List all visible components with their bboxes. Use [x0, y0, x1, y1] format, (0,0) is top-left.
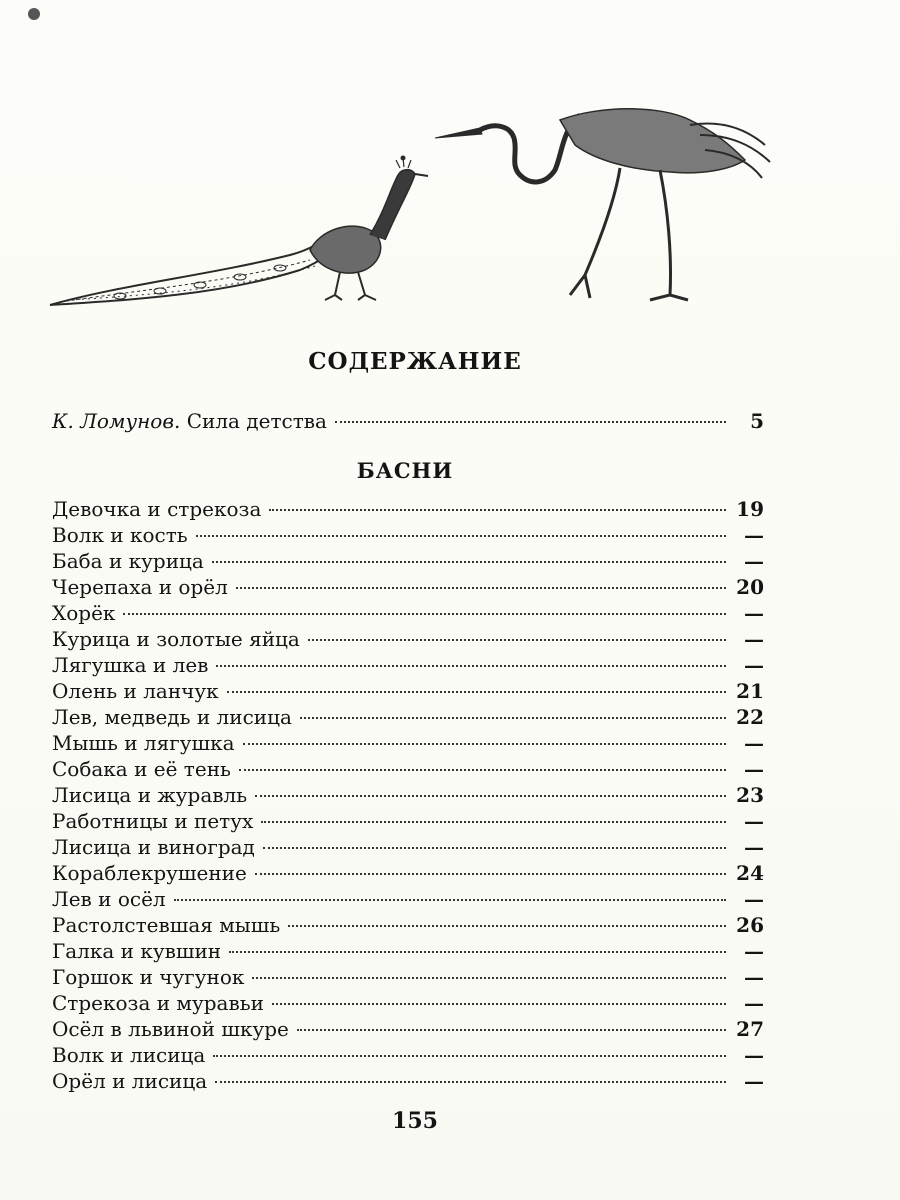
intro-entry — [52, 408, 764, 434]
dot-leader — [123, 613, 726, 615]
toc-entry-title: Черепаха и орёл — [52, 575, 228, 599]
contents-title: СОДЕРЖАНИЕ — [308, 348, 522, 375]
toc-entry-page: — — [744, 809, 764, 833]
toc-entry-page: — — [744, 939, 764, 963]
toc-entry-title: Осёл в львиной шкуре — [52, 1017, 289, 1041]
toc-entry — [52, 496, 764, 522]
intro-title: Сила детства — [186, 409, 327, 433]
dot-leader — [308, 639, 726, 641]
dot-leader — [236, 587, 726, 589]
dot-leader — [255, 873, 726, 875]
toc-entry-page: 21 — [736, 679, 764, 703]
toc-entry-page: 24 — [736, 861, 764, 885]
intro-label — [52, 408, 327, 434]
toc-entry-page: — — [744, 601, 764, 625]
dot-leader — [243, 743, 726, 745]
toc-entry — [52, 1016, 764, 1042]
toc-entry-page: — — [744, 757, 764, 781]
toc-entry-page: 22 — [736, 705, 764, 729]
dot-leader — [300, 717, 726, 719]
toc-entry-title: Девочка и стрекоза — [52, 497, 262, 521]
toc-entry-page: — — [744, 549, 764, 573]
toc-entry — [52, 964, 764, 990]
dot-leader — [174, 899, 726, 901]
toc-entry-title: Олень и ланчук — [52, 679, 219, 703]
toc-entry-page: — — [744, 523, 764, 547]
toc-entry-page: — — [744, 887, 764, 911]
toc-entry-page: — — [744, 1043, 764, 1067]
section-title: БАСНИ — [356, 458, 454, 483]
toc-entry-title: Галка и кувшин — [52, 939, 222, 963]
toc-entry-title: Кораблекрушение — [52, 861, 247, 885]
dot-leader — [229, 951, 726, 953]
toc-entry — [52, 990, 764, 1016]
toc-entry-title: Собака и её тень — [52, 757, 231, 781]
toc-entry-title: Мышь и лягушка — [52, 731, 235, 755]
toc-entry — [52, 678, 764, 704]
dot-leader — [213, 1055, 726, 1057]
toc-entry-page: 26 — [736, 913, 764, 937]
toc-entry-page: — — [744, 835, 764, 859]
toc-entry — [52, 626, 764, 652]
dot-leader — [212, 561, 726, 563]
toc-entry — [52, 782, 764, 808]
dot-leader — [227, 691, 726, 693]
peacock-crane-illustration — [40, 90, 780, 320]
toc-entry-title: Волк и лисица — [52, 1043, 206, 1067]
toc-entry-title: Лисица и виноград — [52, 835, 255, 859]
toc-entry-page: 27 — [736, 1017, 764, 1041]
dot-leader — [239, 769, 726, 771]
toc-entry — [52, 886, 764, 912]
toc-entry-title: Горшок и чугунок — [52, 965, 245, 989]
toc-entry — [52, 652, 764, 678]
crane-figure — [435, 109, 770, 300]
dot-leader — [263, 847, 726, 849]
toc-entry-title: Баба и курица — [52, 549, 204, 573]
toc-entry — [52, 522, 764, 548]
toc-entry — [52, 704, 764, 730]
toc-entry-page: — — [744, 965, 764, 989]
toc-entry-title: Стрекоза и муравьи — [52, 991, 264, 1015]
dot-leader — [297, 1029, 726, 1031]
toc-entry-page: — — [744, 731, 764, 755]
dot-leader — [196, 535, 726, 537]
toc-entry-title: Хорёк — [52, 601, 116, 625]
toc-entry — [52, 600, 764, 626]
toc-entry-title: Растолстевшая мышь — [52, 913, 281, 937]
dot-leader — [269, 509, 726, 511]
intro-page: 5 — [750, 409, 764, 433]
toc-entry — [52, 730, 764, 756]
dot-leader — [272, 1003, 726, 1005]
dot-leader — [288, 925, 726, 927]
toc-entry — [52, 548, 764, 574]
toc-entry — [52, 1042, 764, 1068]
peacock-figure — [50, 156, 428, 305]
toc-entry — [52, 834, 764, 860]
dot-leader — [252, 977, 726, 979]
toc-entry-title: Лягушка и лев — [52, 653, 209, 677]
intro-author: К. Ломунов. — [52, 409, 181, 433]
toc-entry — [52, 860, 764, 886]
dot-leader — [261, 821, 726, 823]
toc-entry — [52, 1068, 764, 1094]
toc-entry-page: 19 — [736, 497, 764, 521]
toc-entry-title: Волк и кость — [52, 523, 188, 547]
toc-entry — [52, 574, 764, 600]
toc-entry-title: Лев и осёл — [52, 887, 166, 911]
toc-entry — [52, 756, 764, 782]
dot-leader — [215, 1081, 726, 1083]
dot-leader — [216, 665, 726, 667]
page-corner-mark — [28, 8, 40, 20]
toc-entry — [52, 808, 764, 834]
dot-leader — [255, 795, 726, 797]
toc-entry-title: Орёл и лисица — [52, 1069, 208, 1093]
page-number: 155 — [392, 1108, 438, 1134]
toc-entry-title: Лисица и журавль — [52, 783, 248, 807]
toc-list — [52, 496, 764, 1094]
toc-entry — [52, 912, 764, 938]
toc-entry — [52, 938, 764, 964]
toc-entry-page: — — [744, 653, 764, 677]
toc-entry-page: — — [744, 991, 764, 1015]
toc-entry-page: 20 — [736, 575, 764, 599]
toc-entry-title: Курица и золотые яйца — [52, 627, 300, 651]
toc-entry-page: 23 — [736, 783, 764, 807]
toc-entry-page: — — [744, 627, 764, 651]
toc-entry-title: Работницы и петух — [52, 809, 254, 833]
toc-entry-title: Лев, медведь и лисица — [52, 705, 292, 729]
dot-leader — [335, 421, 726, 423]
toc-entry-page: — — [744, 1069, 764, 1093]
